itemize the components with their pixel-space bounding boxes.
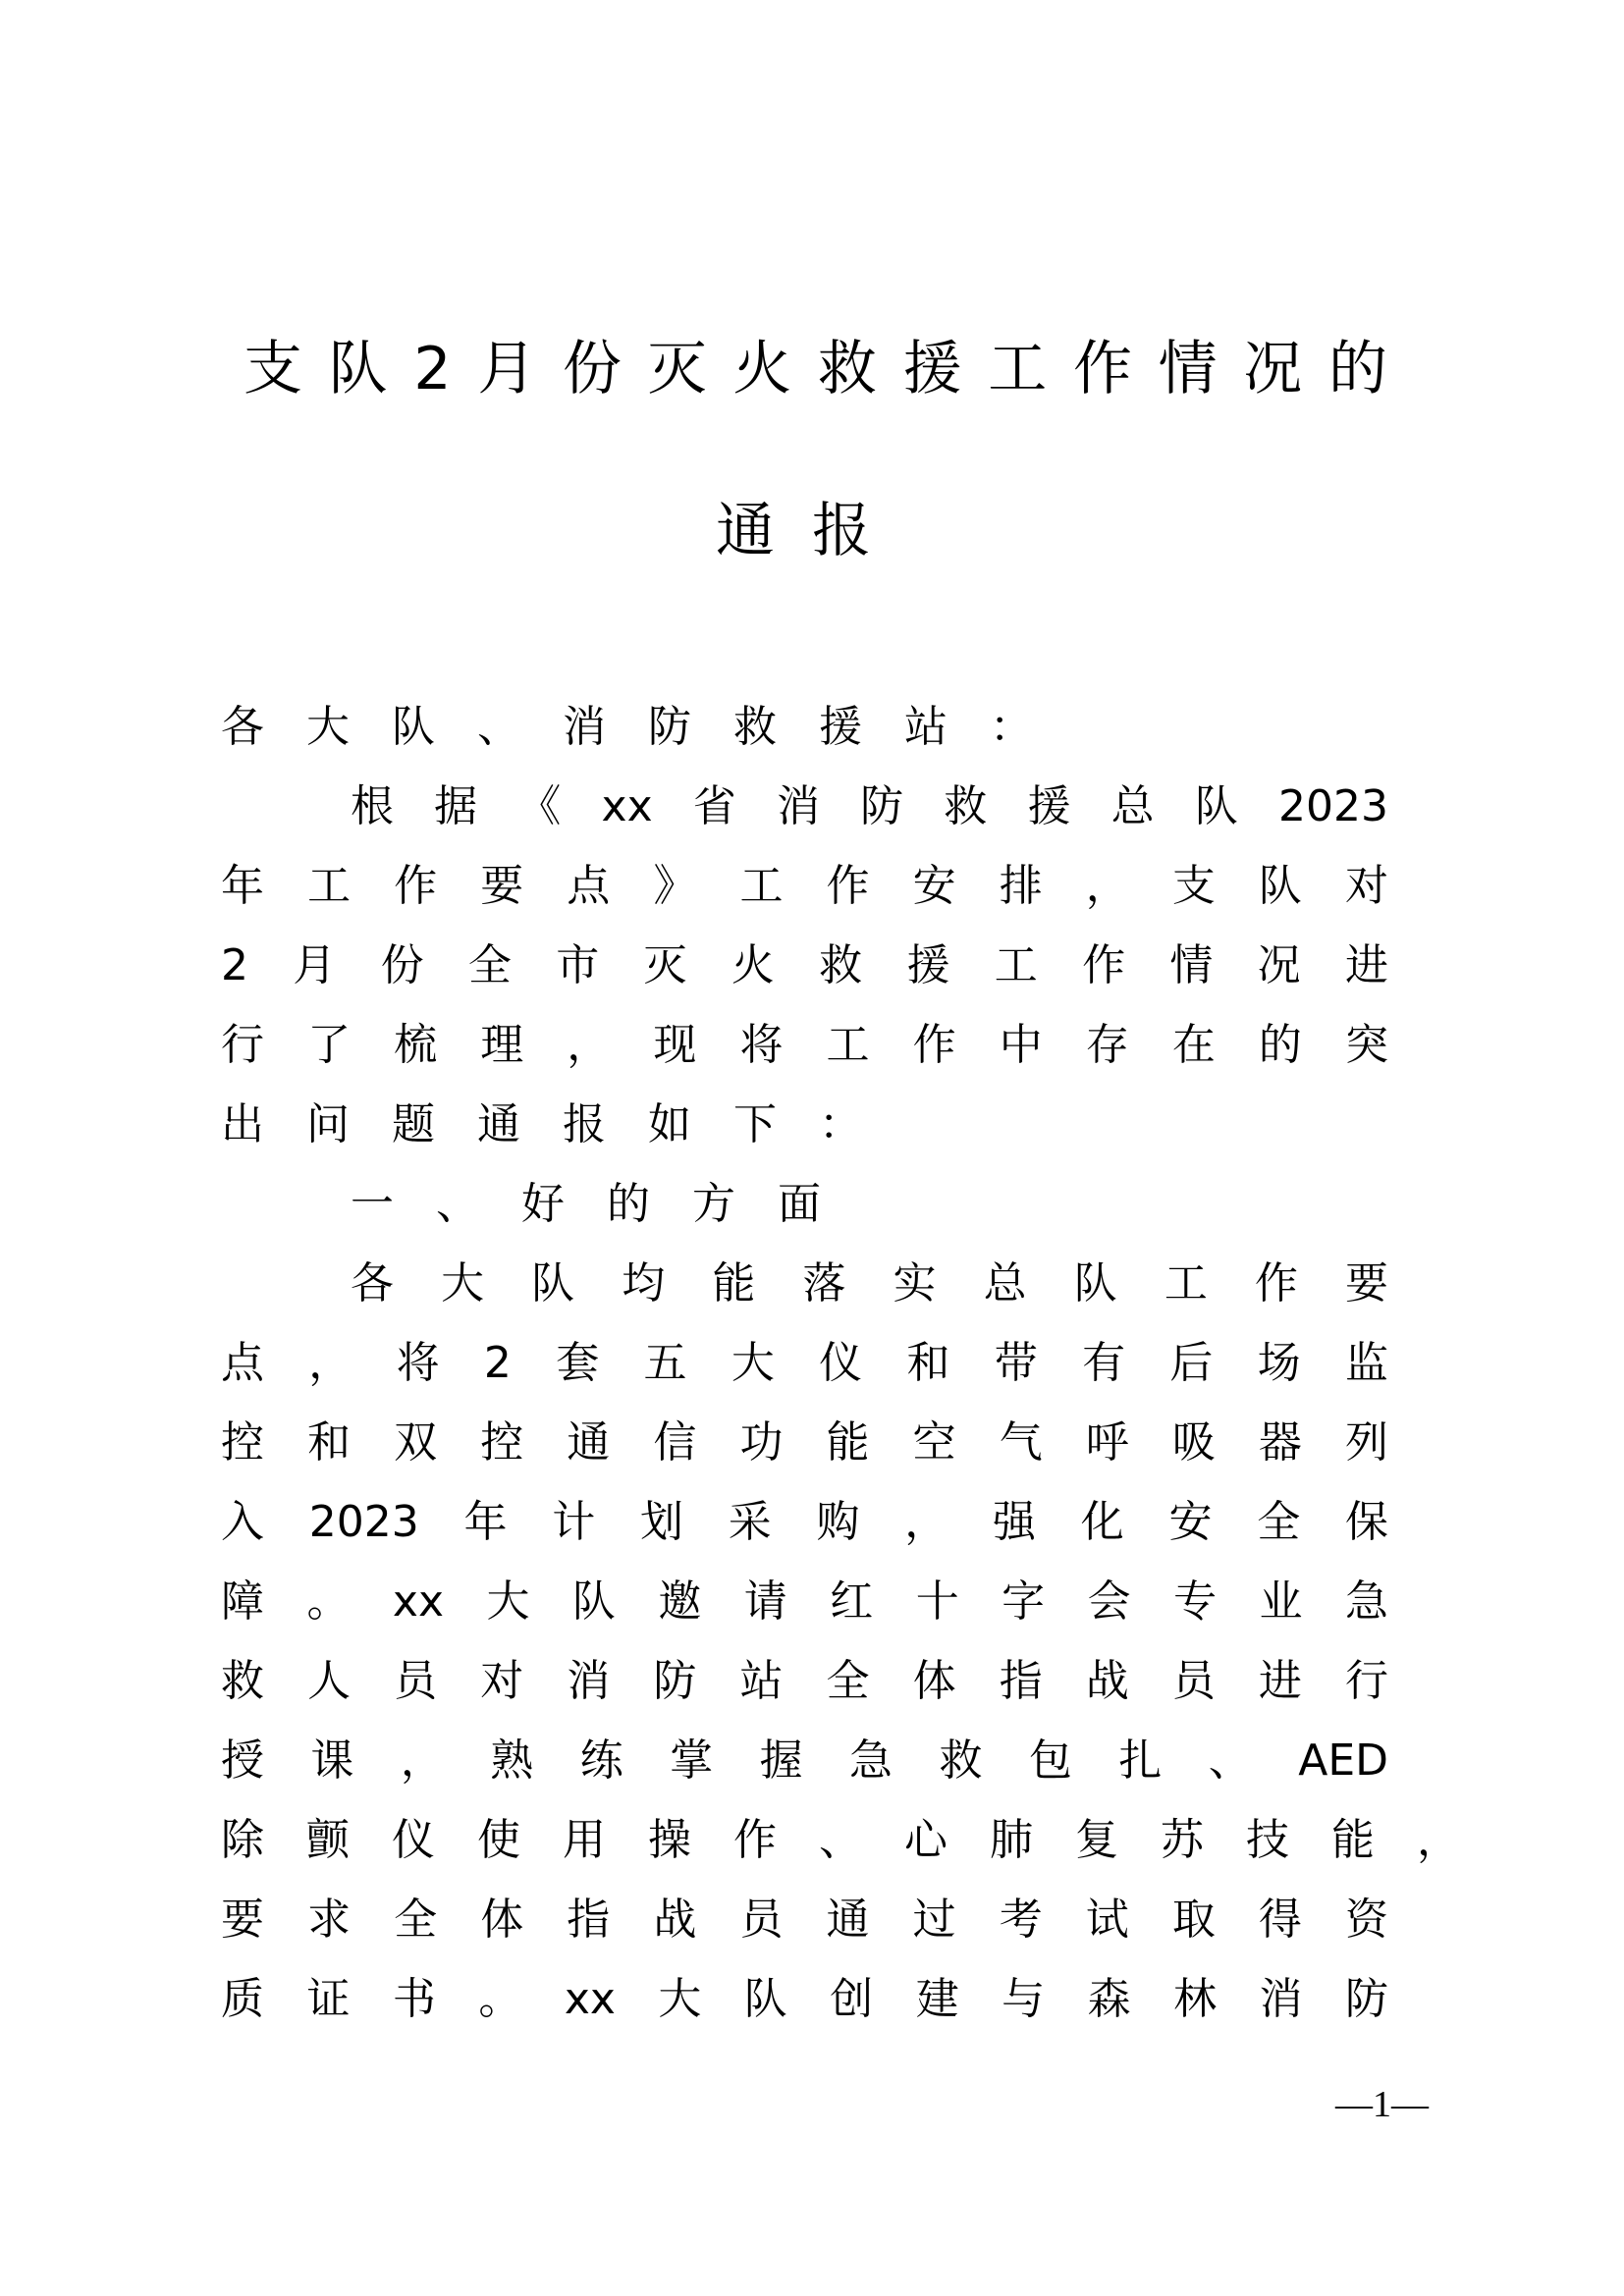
document-title-continued: 通报	[716, 497, 908, 565]
paragraph-line: 2月份全市灭火救援工作情况进	[221, 940, 1388, 990]
paragraph-line: 点，将2套五大仪和带有后场监	[221, 1338, 1388, 1388]
section-heading: 一、好的方面	[351, 1179, 863, 1229]
paragraph-line: 障。xx大队邀请红十字会专业急	[221, 1576, 1388, 1627]
paragraph-line: 授课，熟练掌握急救包扎、AED	[221, 1735, 1388, 1786]
document-title: 支队2月份灭火救援工作情况的	[244, 335, 1387, 403]
paragraph-line: 行了梳理，现将工作中存在的突	[221, 1020, 1388, 1070]
paragraph-line: 控和双控通信功能空气呼吸器列	[221, 1417, 1388, 1468]
paragraph-line: 除颤仪使用操作、心肺复苏技能，	[221, 1815, 1460, 1865]
paragraph-line: 救人员对消防站全体指战员进行	[221, 1656, 1388, 1706]
paragraph-line: 质证书。xx大队创建与森林消防	[221, 1974, 1388, 2024]
paragraph-line: 入2023年计划采购，强化安全保	[221, 1497, 1388, 1547]
paragraph-line: 出问题通报如下：	[221, 1099, 904, 1149]
salutation: 各大队、消防救援站：	[221, 702, 1075, 752]
paragraph-line: 根据《xx省消防救援总队2023	[351, 781, 1388, 831]
paragraph-line: 要求全体指战员通过考试取得资	[221, 1895, 1388, 1945]
paragraph-line: 年工作要点》工作安排，支队对	[221, 861, 1388, 911]
paragraph-line: 各大队均能落实总队工作要	[351, 1258, 1388, 1308]
page-number: —1—	[1335, 2084, 1429, 2125]
